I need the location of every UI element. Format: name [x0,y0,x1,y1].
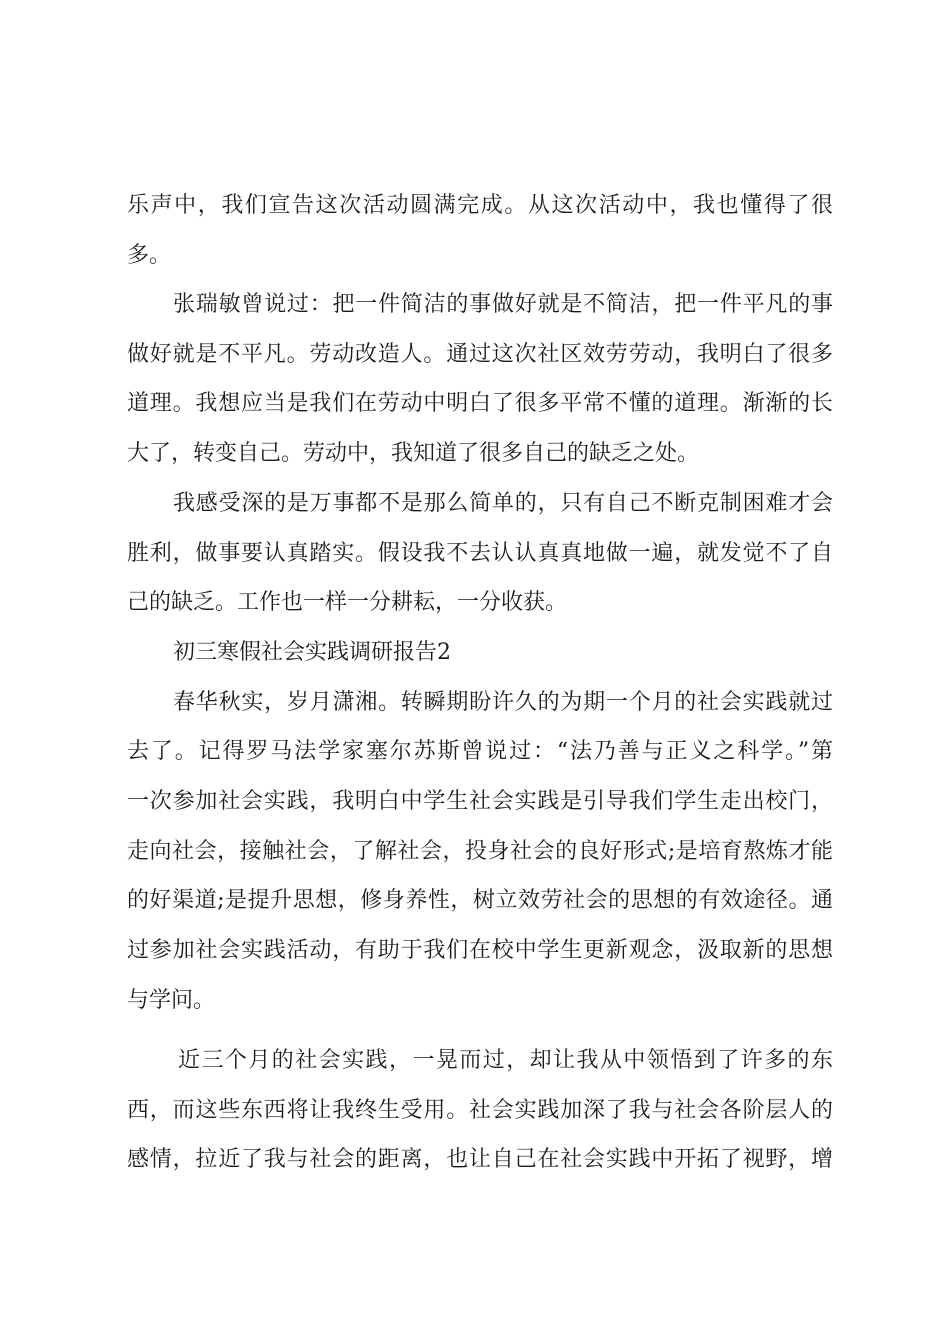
paragraph-4-line-7: 与学问。 [127,988,216,1013]
paragraph-2-line-2: 做好就是不平凡。劳动改造人。通过这次社区效劳劳动，我明白了很多 [127,342,833,367]
paragraph-4-line-5: 的好渠道;是提升思想，修身养性，树立效劳社会的思想的有效途径。通 [127,888,833,913]
paragraph-1-line-2: 多。 [127,243,172,268]
paragraph-2-line-3: 道理。我想应当是我们在劳动中明白了很多平常不懂的道理。渐渐的长 [127,391,833,416]
paragraph-3-line-1: 我感受深的是万事都不是那么简单的，只有自己不断克制困难才会 [173,491,833,516]
paragraph-5-line-2: 西，而这些东西将让我终生受用。社会实践加深了我与社会各阶层人的 [127,1098,833,1123]
paragraph-3-line-3: 己的缺乏。工作也一样一分耕耘，一分收获。 [127,590,568,615]
paragraph-2-line-4: 大了，转变自己。劳动中，我知道了很多自己的缺乏之处。 [127,441,700,466]
paragraph-4-line-4: 走向社会，接触社会，了解社会，投身社会的良好形式;是培育熬炼才能 [127,839,833,864]
paragraph-2-line-1: 张瑞敏曾说过：把一件简洁的事做好就是不简洁，把一件平凡的事 [173,292,833,317]
paragraph-5-line-1: 近三个月的社会实践，一晃而过，却让我从中领悟到了许多的东 [178,1048,833,1073]
paragraph-5-line-3: 感情，拉近了我与社会的距离，也让自己在社会实践中开拓了视野，增 [127,1147,833,1172]
paragraph-4-line-1: 春华秋实，岁月潇湘。转瞬期盼许久的为期一个月的社会实践就过 [173,690,833,715]
paragraph-1-line-1: 乐声中，我们宣告这次活动圆满完成。从这次活动中，我也懂得了很 [127,193,833,218]
paragraph-4-line-2: 去了。记得罗马法学家塞尔苏斯曾说过：“法乃善与正义之科学。”第 [127,739,833,764]
section-heading: 初三寒假社会实践调研报告2 [173,640,451,665]
paragraph-4-line-3: 一次参加社会实践，我明白中学生社会实践是引导我们学生走出校门， [127,789,833,814]
paragraph-3-line-2: 胜利，做事要认真踏实。假设我不去认认真真地做一遍，就发觉不了自 [127,541,833,566]
paragraph-4-line-6: 过参加社会实践活动，有助于我们在校中学生更新观念，汲取新的思想 [127,938,833,963]
